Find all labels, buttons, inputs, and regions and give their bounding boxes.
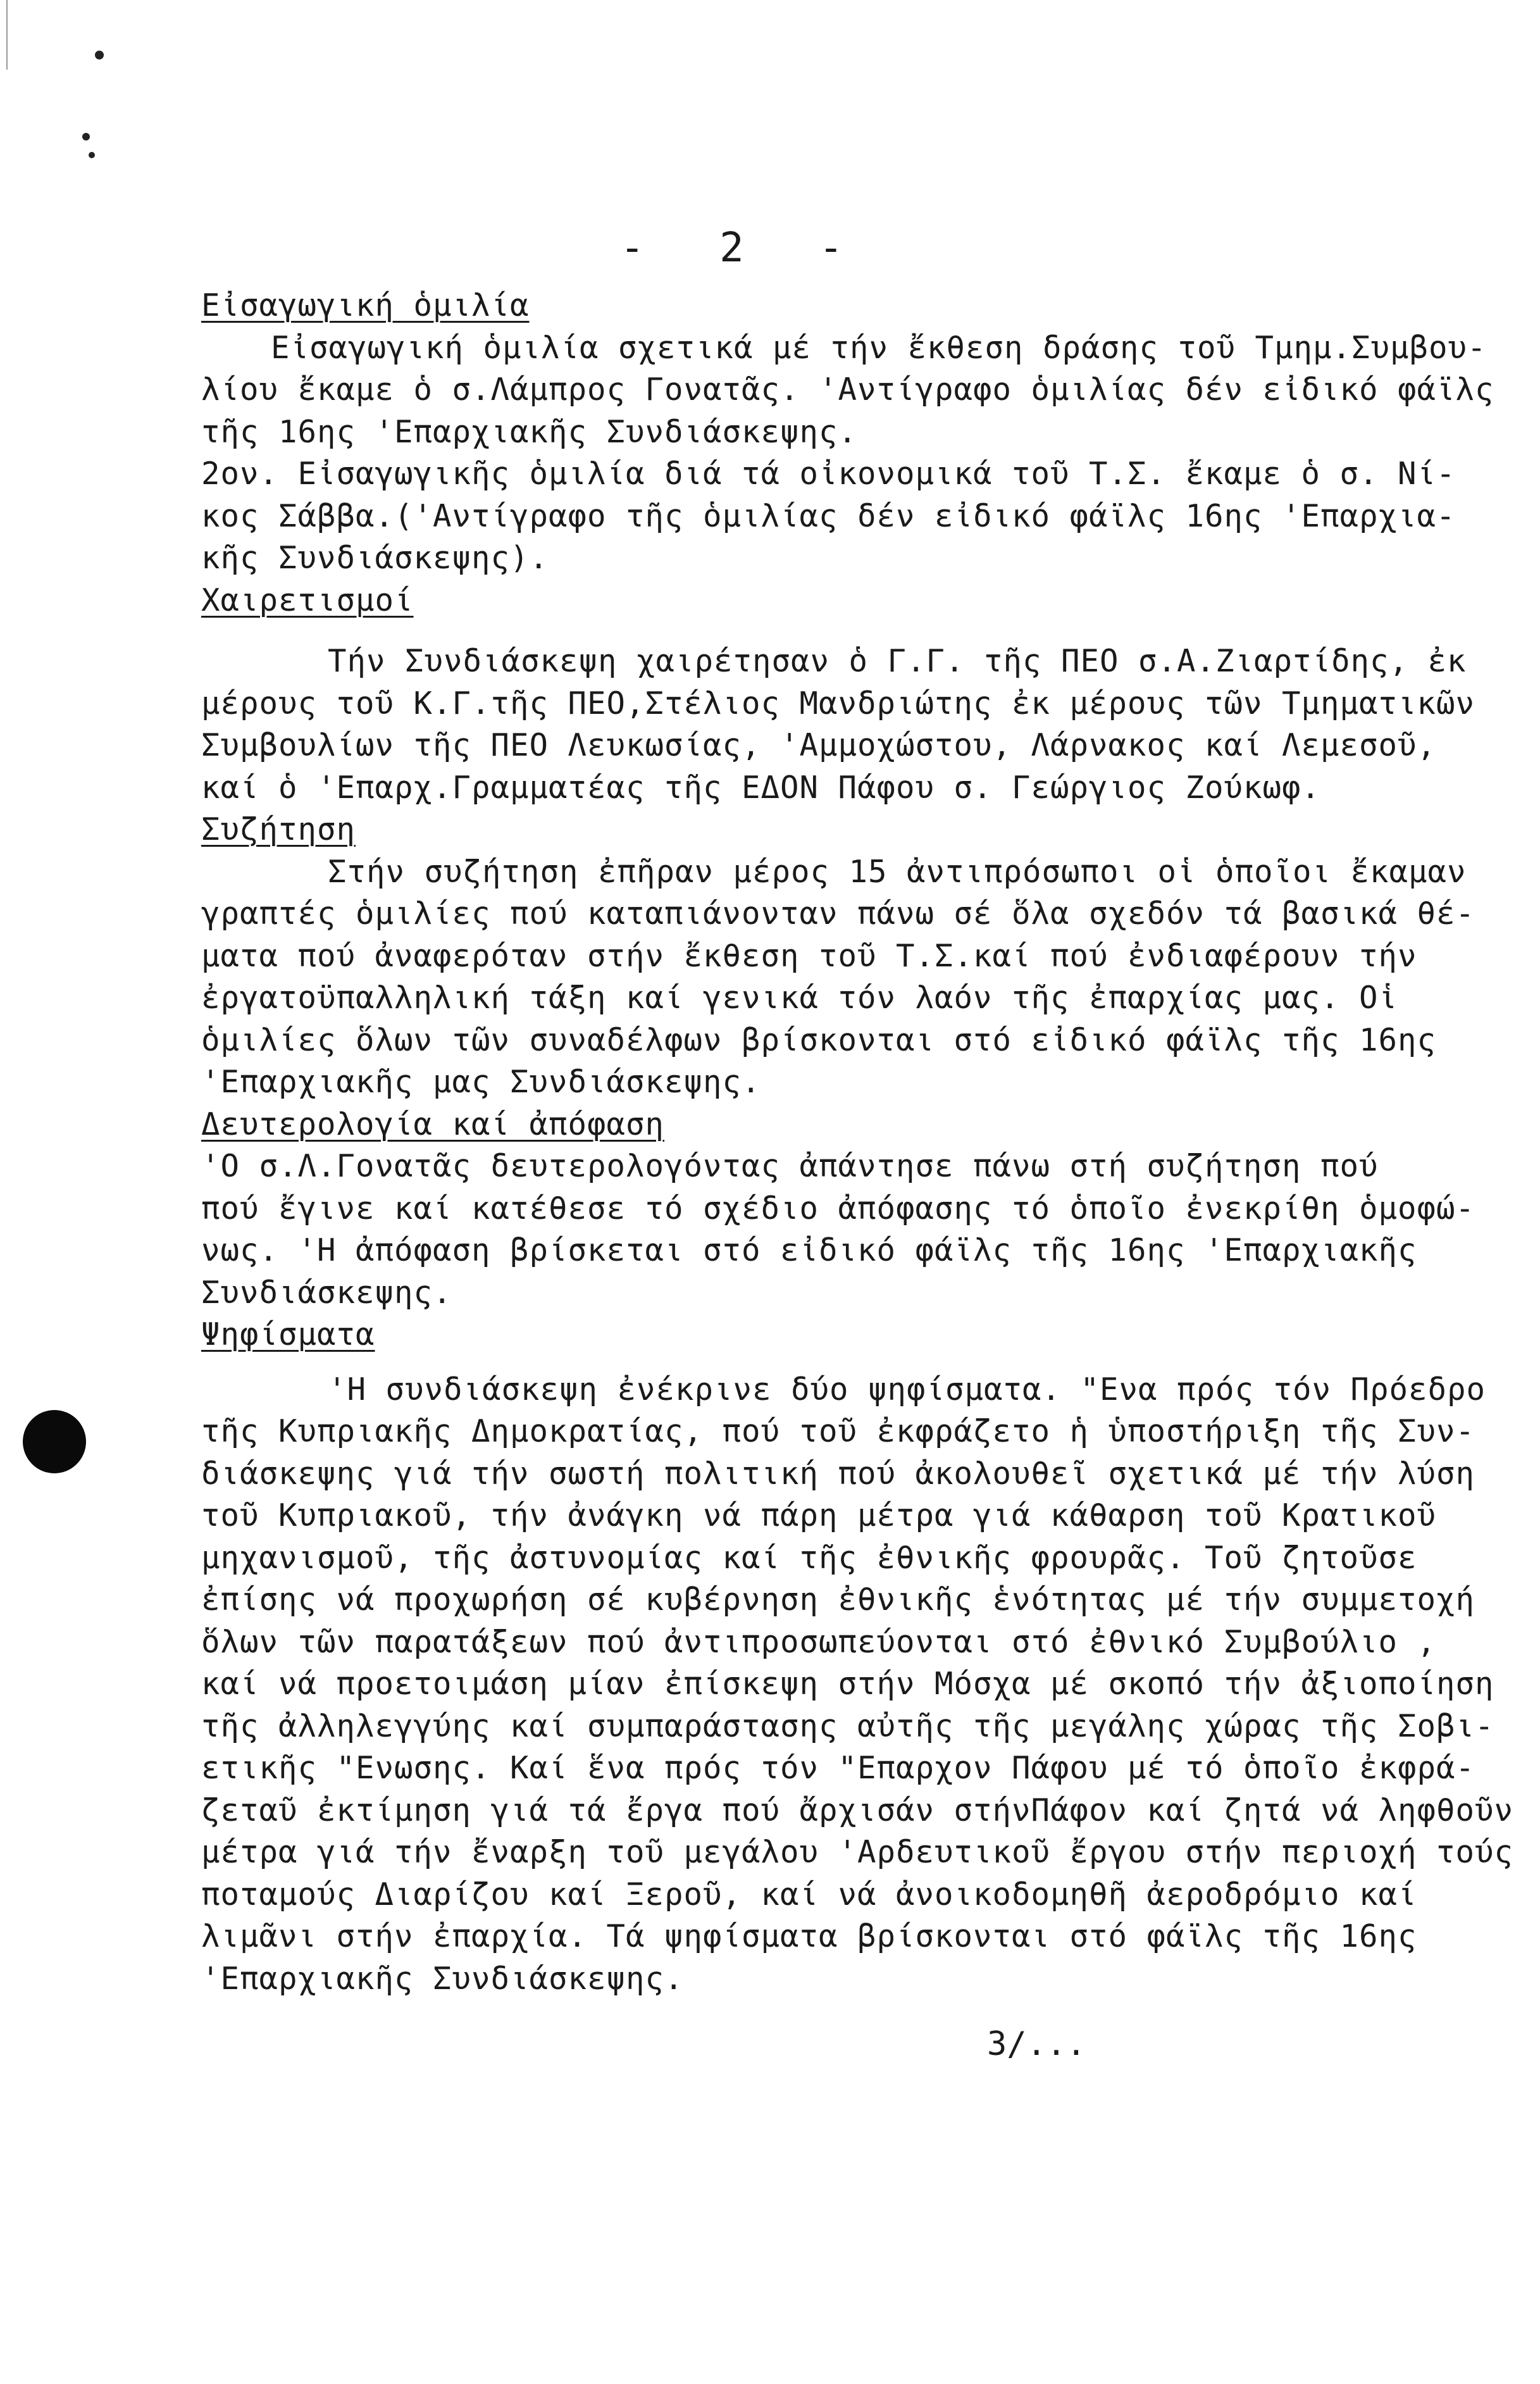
text-line: Στήν συζήτηση ἐπῆραν μέρος 15 ἀντιπρόσωποι οἱ ὁποῖοι ἔκαμαν [328,853,1467,890]
section-heading: Εἰσαγωγική ὁμιλία [201,287,530,323]
scan-edge-mark [6,0,8,70]
section-heading: Συζήτηση [201,811,356,847]
scan-speck [95,51,104,59]
text-line: γραπτές ὁμιλίες πού καταπιάνονταν πάνω σέ ὅλα σχεδόν τά βασικά θέ- [201,896,1475,932]
section-heading: Χαιρετισμοί [201,582,414,618]
text-line: πού ἔγινε καί κατέθεσε τό σχέδιο ἀπόφασης τό ὁποῖο ἐνεκρίθη ὁμοφώ- [201,1190,1475,1226]
text-line: διάσκεψης γιά τήν σωστή πολιτική πού ἀκολουθεῖ σχετικά μέ τήν λύση [201,1455,1475,1492]
text-line: Συνδιάσκεψης. [201,1274,452,1311]
text-line: ετικῆς "Ενωσης. Καί ἕνα πρός τόν "Επαρχον Πάφου μέ τό ὁποῖο ἐκφρά- [201,1750,1475,1786]
section-discussion [201,809,1492,1104]
text-line: τῆς ἀλληλεγγύης καί συμπαράστασης αὐτῆς τῆς μεγάλης χώρας τῆς Σοβι- [201,1707,1494,1744]
text-line: ἐργατοϋπαλληλική τάξη καί γενικά τόν λαόν τῆς ἐπαρχίας μας. Οἱ [201,980,1398,1016]
section-intro [201,285,1492,580]
text-line: Εἰσαγωγική ὁμιλία σχετικά μέ τήν ἔκθεση δράσης τοῦ Τμημ.Συμβου- [271,329,1487,366]
section-resolutions [201,1314,1514,2000]
section-reply [201,1104,1492,1314]
page-number: - 2 - [620,225,869,271]
text-line: καί ὁ 'Επαρχ.Γραμματέας τῆς ΕΔΟΝ Πάφου σ. Γεώργιος Ζούκωφ. [201,769,1321,806]
text-line: νως. 'Η ἀπόφαση βρίσκεται στό εἰδικό φάϊλς τῆς 16ης 'Επαρχιακῆς [201,1232,1417,1268]
text-line: ὁμιλίες ὅλων τῶν συναδέλφων βρίσκονται στό εἰδικό φάϊλς τῆς 16ης [201,1021,1437,1058]
text-line: καί νά προετοιμάση μίαν ἐπίσκεψη στήν Μόσχα μέ σκοπό τήν ἀξιοποίηση [201,1666,1494,1702]
text-line: τῆς 16ης 'Επαρχιακῆς Συνδιάσκεψης. [201,413,858,450]
section-heading: Δευτερολογία καί ἀπόφαση [201,1106,665,1142]
text-line: ματα πού ἀναφερόταν στήν ἔκθεση τοῦ Τ.Σ.καί πού ἐνδιαφέρουν τήν [201,937,1417,974]
text-line: ὅλων τῶν παρατάξεων πού ἀντιπροσωπεύονται στό ἐθνικό Συμβούλιο , [201,1623,1437,1660]
scan-speck [89,152,95,158]
text-line: τῆς Κυπριακῆς Δημοκρατίας, πού τοῦ ἐκφράζετο ἡ ὑποστήριξη τῆς Συν- [201,1413,1475,1449]
text-line: Συμβουλίων τῆς ΠΕΟ Λευκωσίας, 'Αμμοχώστου, Λάρνακος καί Λεμεσοῦ, [201,727,1437,763]
text-line: κῆς Συνδιάσκεψης). [201,540,549,576]
text-line: Τήν Συνδιάσκεψη χαιρέτησαν ὁ Γ.Γ. τῆς ΠΕΟ σ.Α.Ζιαρτίδης, ἐκ [328,643,1467,679]
text-line: 2ον. Εἰσαγωγικῆς ὁμιλία διά τά οἰκονομικά τοῦ Τ.Σ. ἔκαμε ὁ σ. Νί- [201,456,1456,492]
text-line: μέρους τοῦ Κ.Γ.τῆς ΠΕΟ,Στέλιος Μανδριώτης ἐκ μέρους τῶν Τμηματικῶν [201,685,1475,721]
text-line: τοῦ Κυπριακοῦ, τήν ἀνάγκη νά πάρη μέτρα γιά κάθαρση τοῦ Κρατικοῦ [201,1497,1437,1533]
document-body [201,285,1514,2000]
section-heading: Ψηφίσματα [201,1316,375,1352]
text-line: ζεταῦ ἐκτίμηση γιά τά ἔργα πού ἄρχισάν στήνΠάφον καί ζητά νά ληφθοῦν [201,1792,1514,1828]
text-line: λιμᾶνι στήν ἐπαρχία. Τά ψηφίσματα βρίσκονται στό φάϊλς τῆς 16ης [201,1918,1417,1954]
text-line: 'Ο σ.Λ.Γονατᾶς δευτερολογόντας ἀπάντησε πάνω στή συζήτηση πού [201,1148,1379,1184]
text-line: 'Επαρχιακῆς Συνδιάσκεψης. [201,1960,684,1997]
hole-punch [23,1410,86,1473]
text-line: κος Σάββα.('Αντίγραφο τῆς ὁμιλίας δέν εἰδικό φάϊλς 16ης 'Επαρχια- [201,497,1456,534]
continuation-marker: 3/... [987,2025,1086,2063]
text-line: ποταμούς Διαρίζου καί Ξεροῦ, καί νά ἀνοικοδομηθῆ ἀεροδρόμιο καί [201,1876,1417,1913]
text-line: μηχανισμοῦ, τῆς ἀστυνομίας καί τῆς ἐθνικῆς φρουρᾶς. Τοῦ ζητοῦσε [201,1539,1417,1576]
section-greetings [201,580,1492,809]
text-line: μέτρα γιά τήν ἔναρξη τοῦ μεγάλου 'Αρδευτικοῦ ἔργου στήν περιοχή τούς [201,1834,1514,1870]
text-line: 'Η συνδιάσκεψη ἐνέκρινε δύο ψηφίσματα. "Ενα πρός τόν Πρόεδρο [328,1371,1486,1407]
scan-speck [82,133,90,140]
text-line: ἐπίσης νά προχωρήση σέ κυβέρνηση ἐθνικῆς ἑνότητας μέ τήν συμμετοχή [201,1582,1475,1618]
text-line: λίου ἔκαμε ὁ σ.Λάμπρος Γονατᾶς. 'Αντίγραφο ὁμιλίας δέν εἰδικό φάϊλς [201,371,1494,408]
text-line: 'Επαρχιακῆς μας Συνδιάσκεψης. [201,1064,761,1100]
